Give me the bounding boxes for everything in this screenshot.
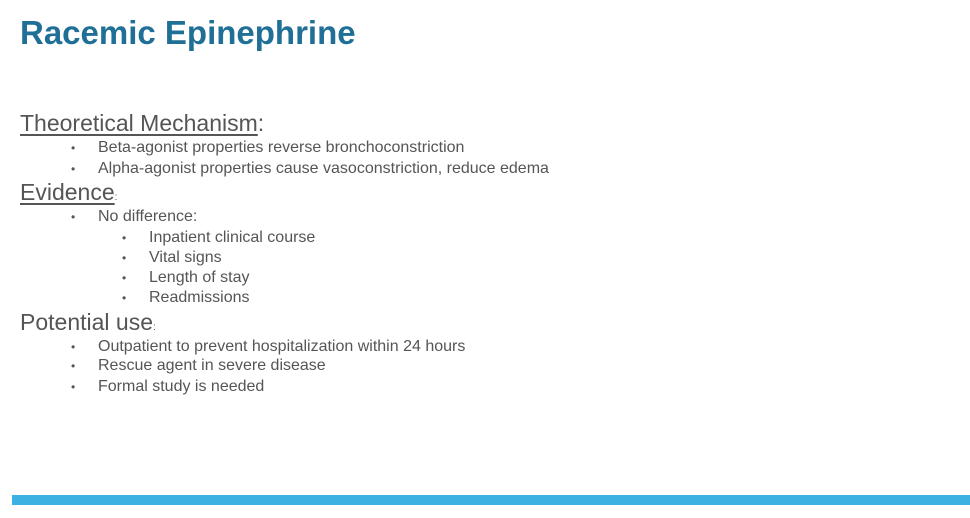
slide-title: Racemic Epinephrine <box>20 14 356 51</box>
bullet-icon: • <box>122 291 127 305</box>
heading-label: Theoretical Mechanism <box>20 110 258 136</box>
bullet-icon: • <box>122 251 127 265</box>
bullet-icon: • <box>71 210 76 224</box>
bullet-icon: • <box>122 271 127 285</box>
list-item-text: No difference: <box>98 208 198 225</box>
sub-list-item <box>122 249 522 269</box>
list-item-text: Length of stay <box>149 269 250 286</box>
bullet-icon: • <box>71 340 76 354</box>
bullet-icon: • <box>71 162 76 176</box>
list-item <box>71 208 671 228</box>
sub-list-item <box>122 289 522 309</box>
sub-list-item <box>122 269 522 289</box>
bullet-icon: • <box>71 141 76 155</box>
list-item <box>71 357 671 377</box>
heading-theoretical-mechanism <box>20 110 264 137</box>
list-item-text: Outpatient to prevent hospitalization within 24 hours <box>98 338 466 355</box>
heading-colon: : <box>152 322 156 333</box>
heading-colon: : <box>114 192 118 203</box>
list-item-text: Readmissions <box>149 289 250 306</box>
list-item-text: Alpha-agonist properties cause vasoconstriction, reduce edema <box>98 160 549 177</box>
heading-label: Potential use <box>20 309 153 335</box>
sub-list-item <box>122 229 522 249</box>
list-item <box>71 160 671 180</box>
bullet-icon: • <box>71 380 76 394</box>
list-item <box>71 338 671 358</box>
list-item-text: Inpatient clinical course <box>149 229 316 246</box>
heading-potential-use <box>20 309 156 336</box>
list-item-text: Rescue agent in severe disease <box>98 357 326 374</box>
bullet-icon: • <box>71 359 76 373</box>
list-item-text: Beta-agonist properties reverse bronchoconstriction <box>98 139 465 156</box>
list-item <box>71 139 671 159</box>
heading-label: Evidence <box>20 179 115 205</box>
heading-colon: : <box>257 110 265 136</box>
heading-evidence <box>20 179 117 206</box>
list-item-text: Vital signs <box>149 249 222 266</box>
footer-accent-bar <box>12 495 970 505</box>
bullet-icon: • <box>122 231 127 245</box>
list-item-text: Formal study is needed <box>98 378 265 395</box>
list-item <box>71 378 671 398</box>
